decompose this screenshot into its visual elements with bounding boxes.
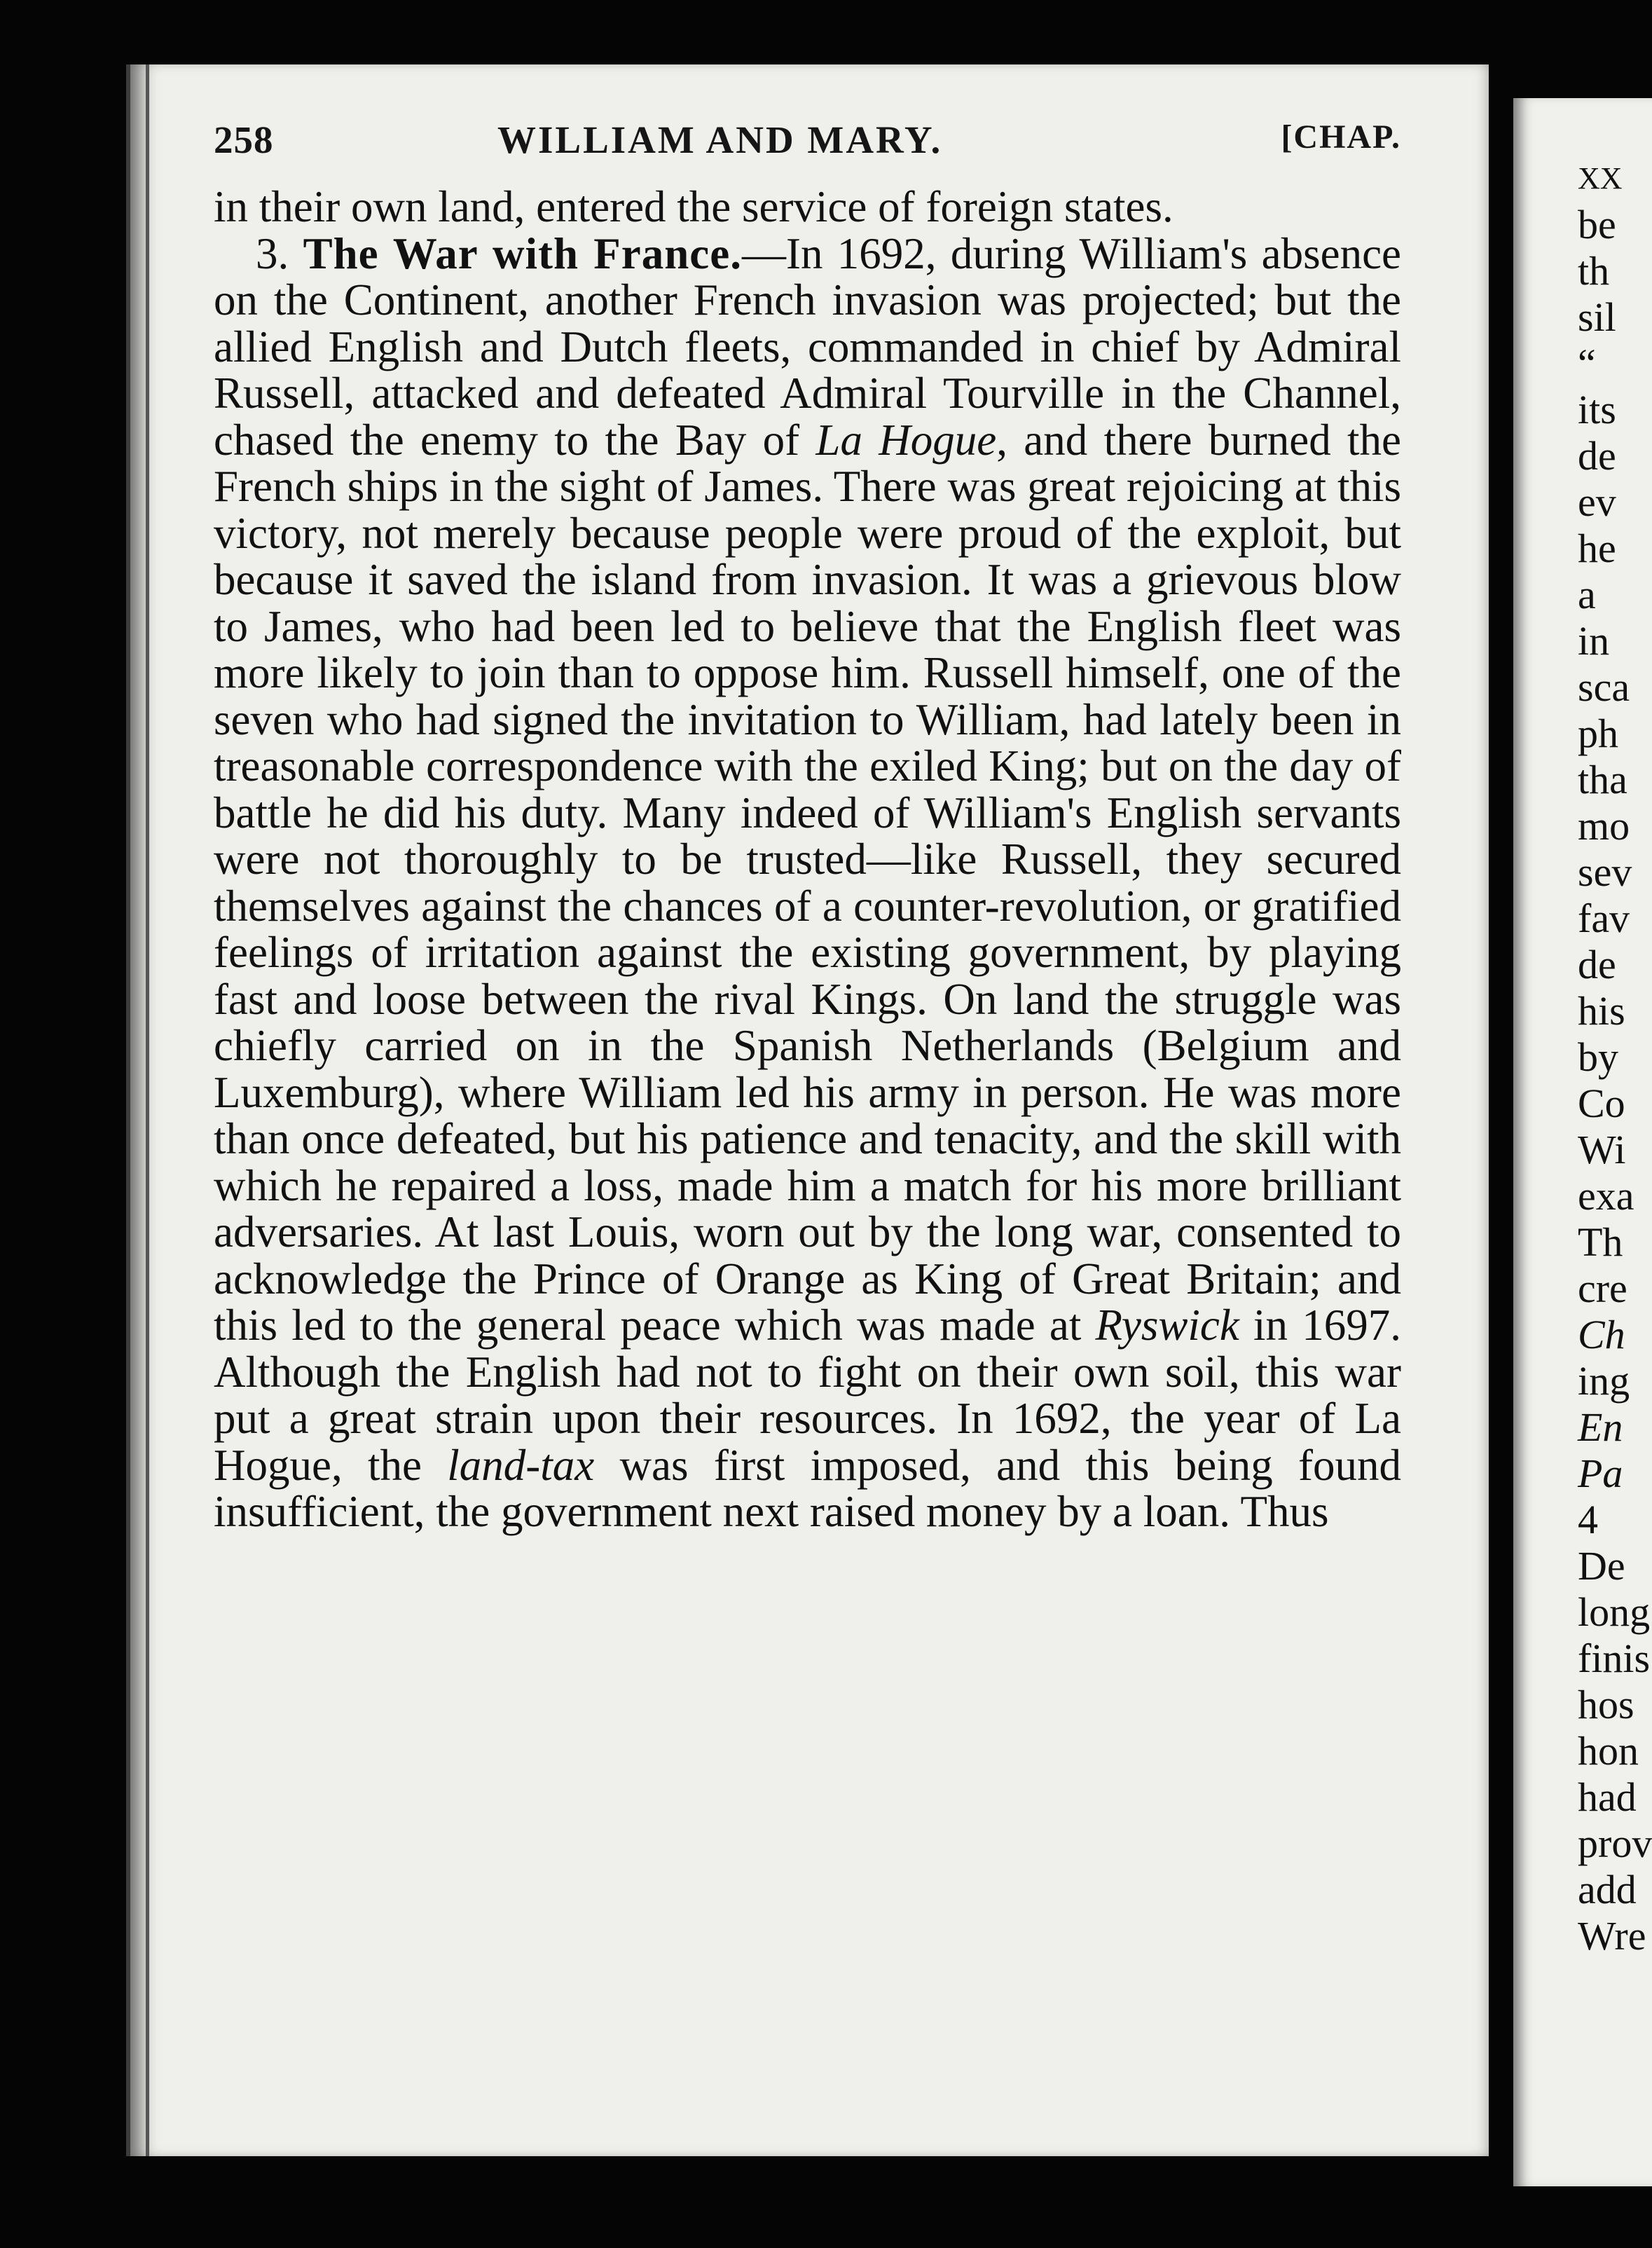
right-page-fragments bbox=[1578, 98, 1652, 1959]
right-fragment: sev bbox=[1578, 849, 1632, 895]
right-fragment: he bbox=[1578, 526, 1616, 571]
running-head bbox=[214, 118, 1401, 185]
right-fragment: hos bbox=[1578, 1682, 1634, 1727]
right-fragment: ing bbox=[1578, 1358, 1630, 1404]
page-edge-rule bbox=[146, 64, 149, 2156]
paragraph-text-1: —In 1692, during William's absence on the Continent, another French invasion was projected; but the allied English and Dutch fleets, commanded in chief by Admiral Russell, attacked and defeated Admiral Tourville in the Channel, chased the enemy to the Bay of bbox=[214, 228, 1402, 465]
right-fragment: add bbox=[1578, 1867, 1637, 1912]
section-paragraph bbox=[214, 228, 1402, 1536]
term-land-tax: land-tax bbox=[447, 1440, 595, 1490]
right-fragment: mo bbox=[1578, 803, 1630, 849]
opening-paragraph: in their own land, entered the service of foreign states. bbox=[214, 182, 1173, 231]
right-fragment: Wre bbox=[1578, 1913, 1646, 1959]
running-title: WILLIAM AND MARY. bbox=[497, 118, 943, 161]
section-number: 3. bbox=[256, 228, 289, 278]
right-fragment: ph bbox=[1578, 711, 1618, 756]
right-fragment: “ bbox=[1578, 341, 1596, 386]
right-fragment: 4 bbox=[1578, 1497, 1598, 1542]
right-fragment: Wi bbox=[1578, 1127, 1626, 1172]
right-fragment: had bbox=[1578, 1774, 1637, 1820]
right-fragment: sca bbox=[1578, 664, 1630, 710]
right-fragment: de bbox=[1578, 433, 1616, 479]
right-fragment: cre bbox=[1578, 1266, 1627, 1311]
place-name-la-hogue: La Hogue bbox=[815, 415, 997, 465]
right-fragment: in bbox=[1578, 618, 1610, 664]
right-fragment: De bbox=[1578, 1543, 1625, 1589]
right-fragment: exa bbox=[1578, 1173, 1634, 1219]
chapter-mark: [CHAP. bbox=[1281, 118, 1401, 156]
right-fragment: Co bbox=[1578, 1081, 1625, 1126]
right-fragment: his bbox=[1578, 988, 1625, 1034]
body-text bbox=[214, 184, 1401, 1535]
right-fragment: be bbox=[1578, 202, 1616, 247]
right-fragment: Pa bbox=[1578, 1451, 1623, 1496]
right-fragment: finis bbox=[1578, 1636, 1651, 1681]
right-fragment: tha bbox=[1578, 757, 1627, 802]
right-fragment: Th bbox=[1578, 1219, 1623, 1265]
right-fragment: long bbox=[1578, 1589, 1651, 1635]
right-fragment: En bbox=[1578, 1404, 1623, 1450]
paragraph-text-3: in 1697. Although the English had not to fight on their own soil, this war put a great strain upon their resources. In 1692, the year of La Hogue, the bbox=[214, 1301, 1401, 1490]
page-number: 258 bbox=[214, 118, 274, 161]
right-fragment: fav bbox=[1578, 896, 1630, 941]
section-title: The War with France. bbox=[303, 228, 742, 278]
right-fragment: its bbox=[1578, 387, 1616, 432]
right-fragment: Ch bbox=[1578, 1312, 1625, 1357]
right-fragment: sil bbox=[1578, 294, 1616, 340]
paragraph-text-2: , and there burned the French ships in the sight of James. There was great rejoicing at this victory, not merely because people were proud of the exploit, but because it saved the island from invasion. It was a grievous blow to James, who had been led to believe that the English fleet was more likely to join than to oppose him. Russell himself, one of the seven who had signed the invitation to William, had lately been in treasonable correspondence with the exiled King; but on the day of battle he did his duty. Many indeed of William's English servants were not thoroughly to be trusted—like Russell, they secured themselves against the chances of a counter-revolution, or gratified feelings of irritation against the existing government, by playing fast and loose between the rival Kings. On land the struggle was chiefly carried on in the Spanish Netherlands (Belgium and Luxemburg), where William led his army in person. He was more than once defeated, but his patience and tenacity, and the skill with which he repaired a loss, made him a match for his more brilliant adversaries. At last Louis, worn out by the long war, consented to acknowledge the Prince of Orange as King of Great Britain; and this led to the general peace which was made at bbox=[214, 415, 1402, 1350]
right-fragment: a bbox=[1578, 572, 1596, 617]
paragraph-text-4: was first imposed, and this being found insufficient, the government next raised money by a loan. Thus bbox=[214, 1440, 1401, 1536]
right-page bbox=[1513, 98, 1652, 2186]
right-fragment: ev bbox=[1578, 479, 1616, 525]
place-name-ryswick: Ryswick bbox=[1095, 1301, 1239, 1350]
right-fragment: XX bbox=[1578, 161, 1623, 196]
right-fragment: prov bbox=[1578, 1821, 1652, 1866]
right-fragment: hon bbox=[1578, 1728, 1639, 1774]
right-fragment: de bbox=[1578, 942, 1616, 987]
right-fragment: by bbox=[1578, 1034, 1618, 1080]
right-fragment: th bbox=[1578, 248, 1610, 294]
